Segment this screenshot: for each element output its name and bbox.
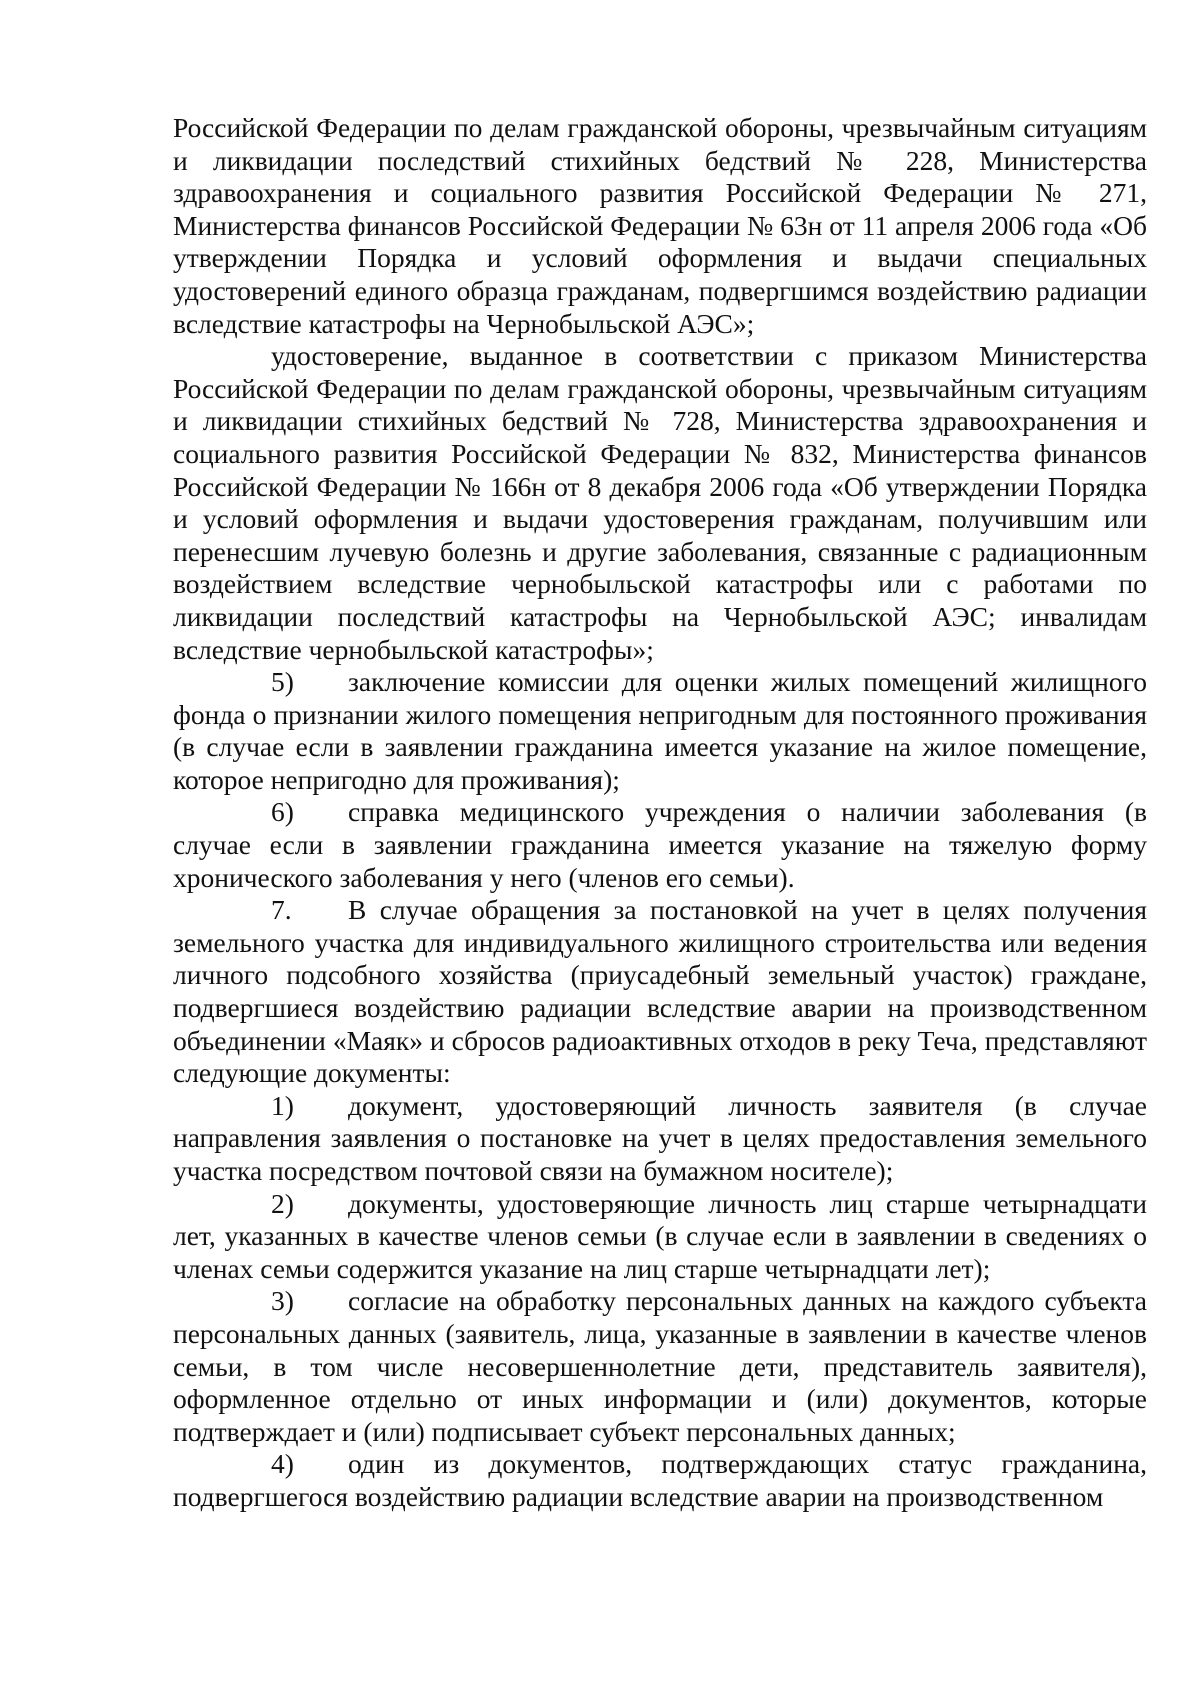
section-7 (173, 894, 1147, 1090)
paragraph-text: справка медицинского учреждения о наличии заболевания (в случае если в заявлении гражданина имеется указание на тяжелую форму хронического заболевания у него (членов его семьи). (173, 796, 1147, 893)
list-item-2 (173, 1188, 1147, 1286)
list-item-4 (173, 1448, 1147, 1513)
list-number: 1) (271, 1089, 294, 1121)
list-item-3 (173, 1285, 1147, 1448)
paragraph-continuation (173, 112, 1147, 340)
paragraph-text: один из документов, подтверждающих статус гражданина, подвергшегося воздействию радиации вследствие аварии на производственном (173, 1448, 1147, 1512)
list-item-5 (173, 666, 1147, 796)
list-number: 5) (271, 666, 294, 698)
paragraph-text: документ, удостоверяющий личность заявителя (в случае направления заявления о постановке на учет в целях предоставления земельного участка посредством почтовой связи на бумажном носителе); (173, 1089, 1147, 1186)
list-number: 4) (271, 1448, 294, 1480)
paragraph-text: В случае обращения за постановкой на учет в целях получения земельного участка для индивидуального жилищного строительства или ведения личного подсобного хозяйства (приусадебный земельный участок) граждане, подвергшиеся воздействию радиации вследствие аварии на производственном объединении «Маяк» и сбросов радиоактивных отходов в реку Теча, представляют следующие документы: (173, 894, 1147, 1089)
list-item-1 (173, 1090, 1147, 1188)
paragraph-text: Российской Федерации по делам гражданской обороны, чрезвычайным ситуациям и ликвидации последствий стихийных бедствий № 228, Министерства здравоохранения и социального развития Российской Федерации № 271, Министерства финансов Российской Федерации № 63н от 11 апреля 2006 года «Об утверждении Порядка и условий оформления и выдачи специальных удостоверений единого образца гражданам, подвергшимся воздействию радиации вследствие катастрофы на Чернобыльской АЭС»; (173, 112, 1147, 339)
list-number: 2) (271, 1187, 294, 1219)
paragraph-text: удостоверение, выданное в соответствии с приказом Министерства Российской Федерации по делам гражданской обороны, чрезвычайным ситуациям и ликвидации стихийных бедствий № 728, Министерства здравоохранения и социального развития Российской Федерации № 832, Министерства финансов Российской Федерации № 166н от 8 декабря 2006 года «Об утверждении Порядка и условий оформления и выдачи удостоверения гражданам, получившим или перенесшим лучевую болезнь и другие заболевания, связанные с радиационным воздействием вследствие чернобыльской катастрофы или с работами по ликвидации последствий катастрофы на Чернобыльской АЭС; инвалидам вследствие чернобыльской катастрофы»; (173, 340, 1147, 665)
paragraph-text: согласие на обработку персональных данных на каждого субъекта персональных данных (заявитель, лица, указанные в заявлении в качестве членов семьи, в том числе несовершеннолетние дети, представитель заявителя), оформленное отдельно от иных информации и (или) документов, которые подтверждает и (или) подписывает субъект персональных данных; (173, 1285, 1147, 1447)
paragraph-text: заключение комиссии для оценки жилых помещений жилищного фонда о признании жилого помещения непригодным для постоянного проживания (в случае если в заявлении гражданина имеется указание на жилое помещение, которое непригодно для проживания); (173, 666, 1147, 795)
list-number: 3) (271, 1285, 294, 1317)
paragraph-text: документы, удостоверяющие личность лиц старше четырнадцати лет, указанных в качестве членов семьи (в случае если в заявлении в сведениях о членах семьи содержится указание на лиц старше четырнадцати лет); (173, 1187, 1147, 1284)
paragraph-certificate (173, 340, 1147, 666)
section-number: 7. (271, 894, 292, 926)
list-item-6 (173, 796, 1147, 894)
list-number: 6) (271, 796, 294, 828)
document-page (173, 112, 1147, 1514)
